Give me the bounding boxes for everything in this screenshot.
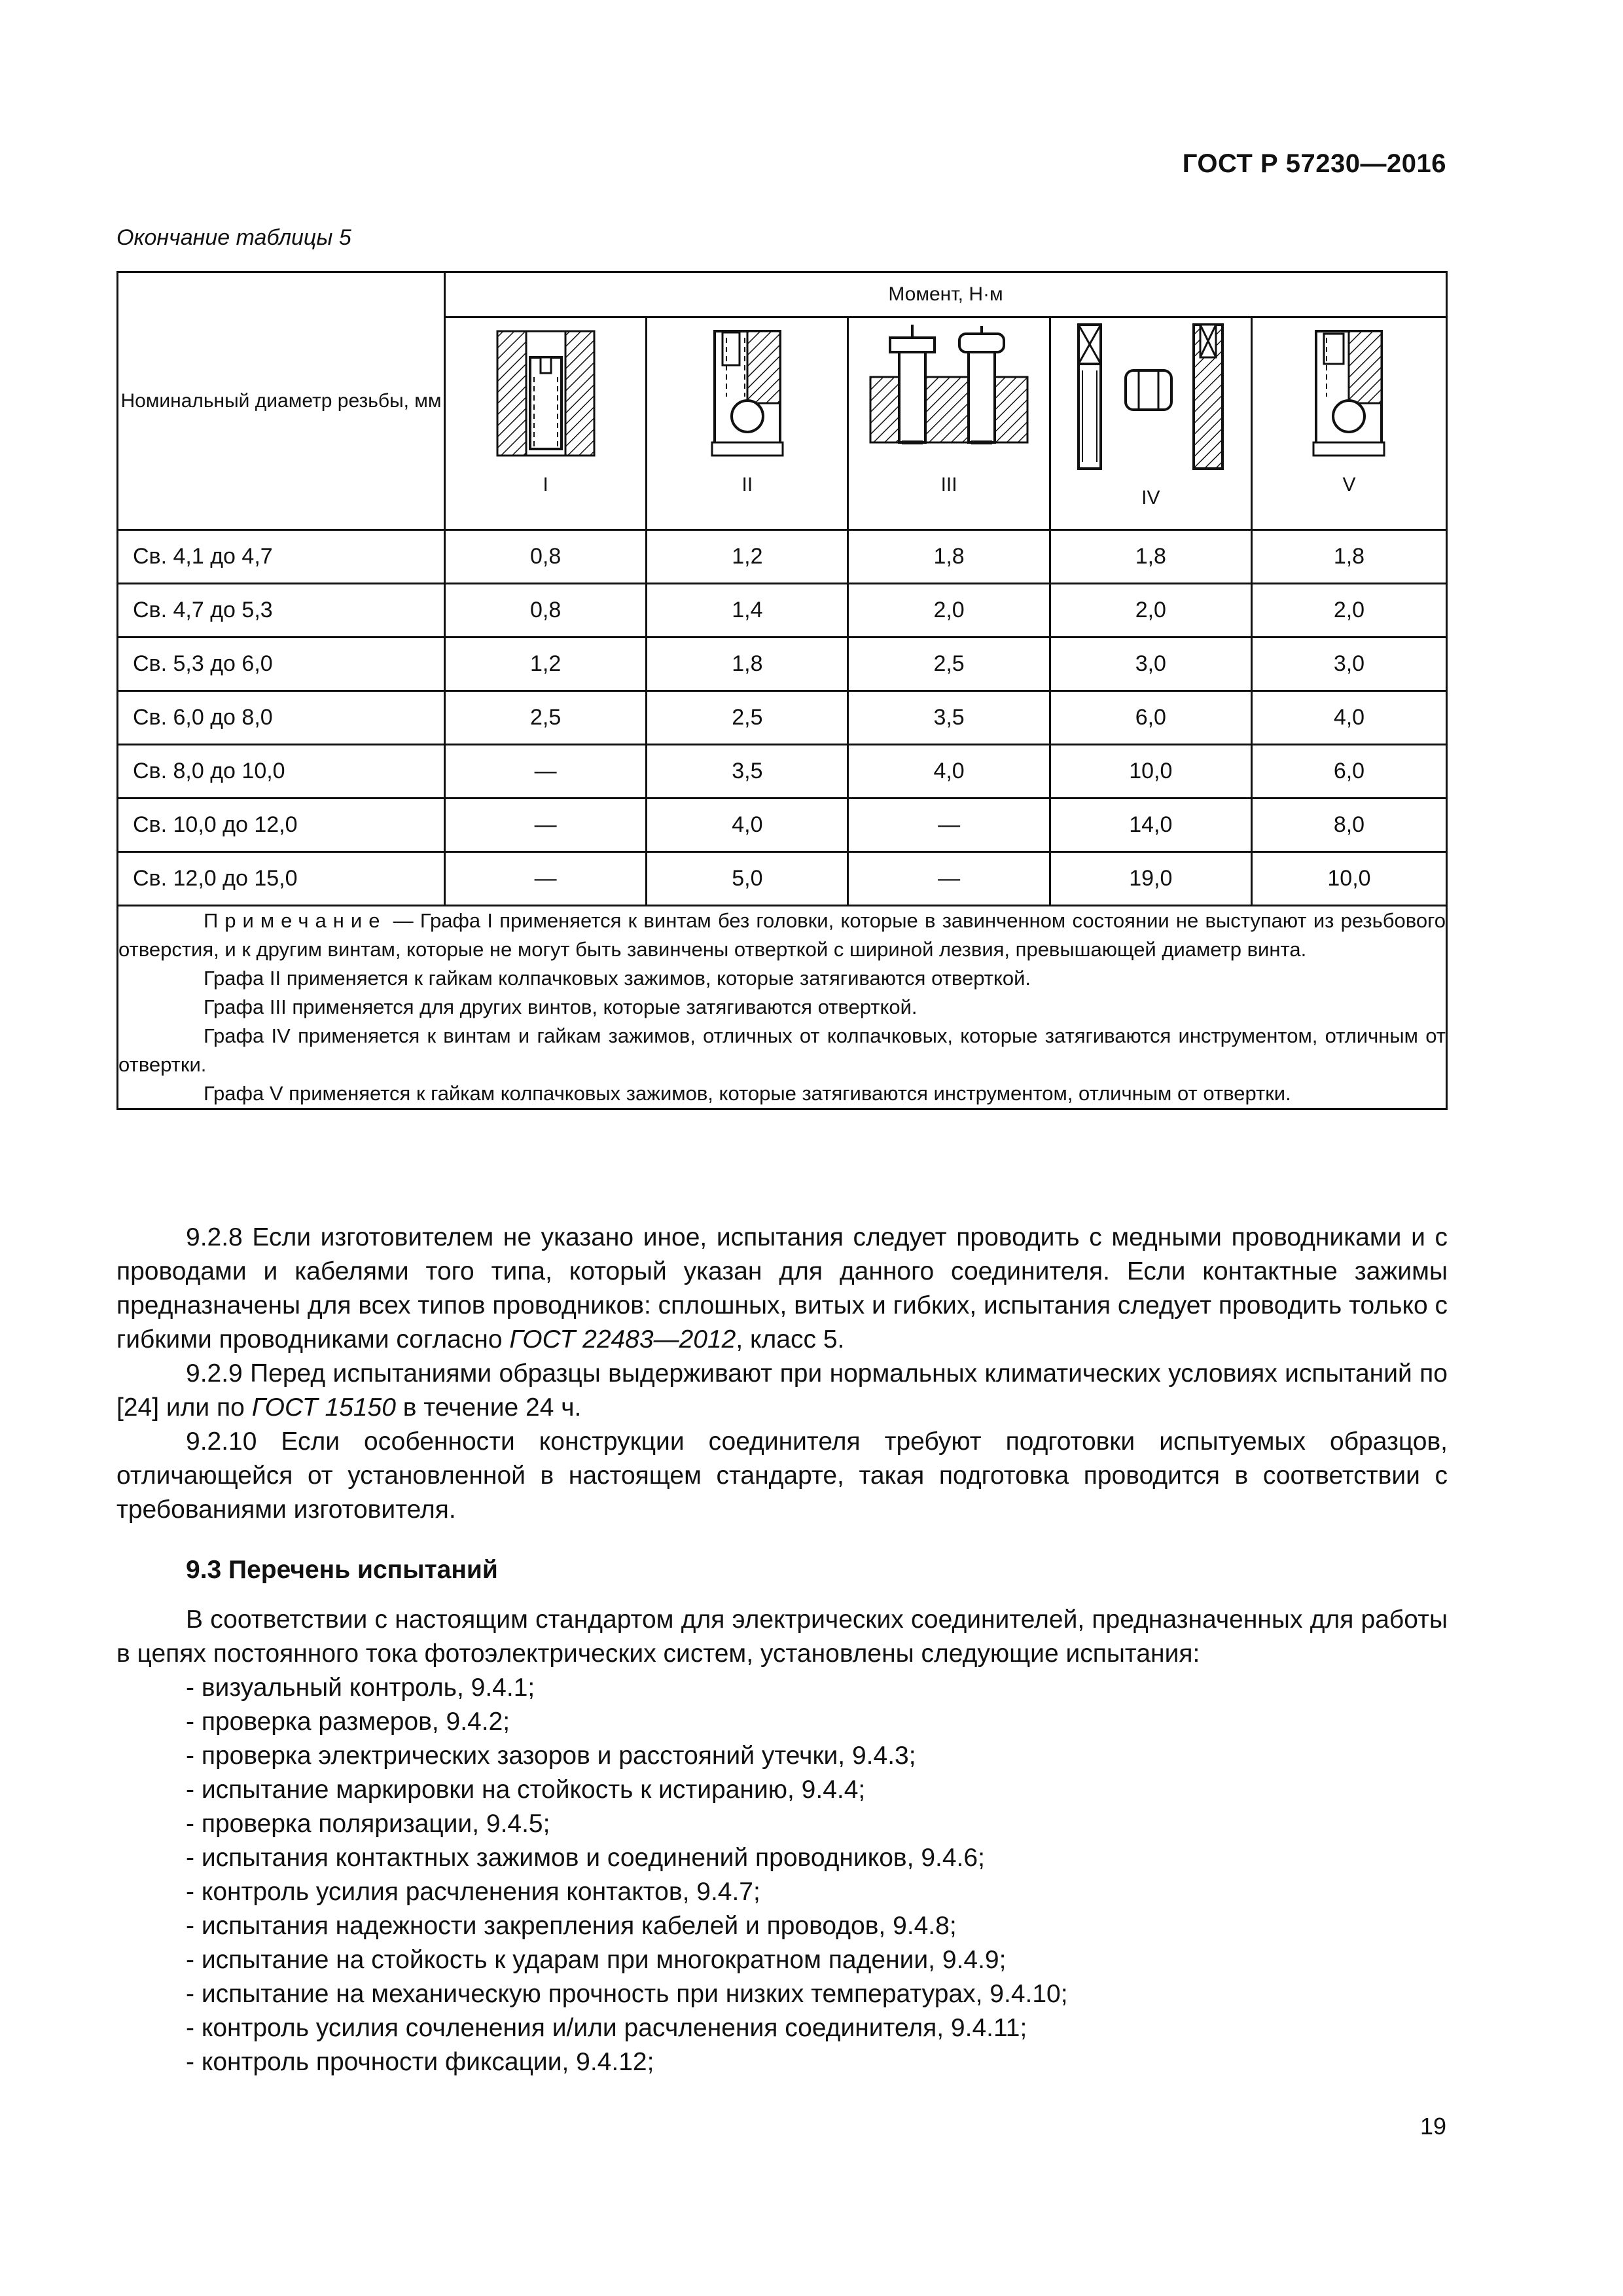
screws-in-plate-icon bbox=[864, 318, 1034, 462]
table-cell: 3,0 bbox=[1251, 637, 1446, 691]
torque-table bbox=[116, 271, 1448, 1110]
body-text bbox=[116, 1221, 1448, 2079]
table-row bbox=[118, 691, 1447, 745]
column-header-iii bbox=[848, 317, 1050, 530]
table-row bbox=[118, 530, 1447, 584]
table-cell: 14,0 bbox=[1050, 798, 1251, 852]
list-item: - проверка размеров, 9.4.2; bbox=[186, 1708, 510, 1736]
table-cell: 4,0 bbox=[647, 798, 848, 852]
table-cell: 1,8 bbox=[1251, 530, 1446, 584]
tests-list bbox=[116, 1671, 1448, 2079]
table-cell: 5,0 bbox=[647, 852, 848, 906]
section-intro: В соответствии с настоящим стандартом для электрических соединителей, предназначенных для работы в цепях постоянного тока фотоэлектрических систем, установлены следующие испытания: bbox=[116, 1605, 1448, 1668]
table-notes bbox=[118, 906, 1447, 1109]
table-cell: 1,8 bbox=[647, 637, 848, 691]
table-cell: 3,5 bbox=[848, 691, 1050, 745]
table-row bbox=[118, 852, 1447, 906]
column-roman-iii: III bbox=[940, 474, 957, 495]
table-caption: Окончание таблицы 5 bbox=[116, 225, 351, 250]
row-label: Св. 4,7 до 5,3 bbox=[118, 584, 445, 637]
note-paragraph: Графа II применяется к гайкам колпачковых зажимов, которые затягиваются отверткой. bbox=[204, 967, 1031, 990]
standard-reference: ГОСТ 15150 bbox=[251, 1393, 396, 1422]
list-item: - испытание маркировки на стойкость к истиранию, 9.4.4; bbox=[186, 1776, 866, 1804]
table-cell: 1,2 bbox=[445, 637, 647, 691]
list-item: - контроль усилия расчленения контактов, 9.4.7; bbox=[186, 1878, 760, 1906]
table-cell: 1,4 bbox=[647, 584, 848, 637]
paragraph-9-2-9 bbox=[116, 1357, 1448, 1425]
table-cell: — bbox=[848, 852, 1050, 906]
list-item: - испытания контактных зажимов и соединений проводников, 9.4.6; bbox=[186, 1844, 985, 1872]
paragraph-9-2-8 bbox=[116, 1221, 1448, 1357]
note-text: — Графа I применяется к винтам без головки, которые в завинченном состоянии не выступают из резьбового отверстия, и к другим винтам, которые не могут быть завинчены отверткой с шириной лезвия, превышающей диаметр винта. bbox=[118, 909, 1446, 961]
column-header-i bbox=[445, 317, 647, 530]
table-cell: 19,0 bbox=[1050, 852, 1251, 906]
table-cell: 2,5 bbox=[647, 691, 848, 745]
table-cell: 2,0 bbox=[1050, 584, 1251, 637]
paragraph-text: 9.2.8 Если изготовителем не указано иное, испытания следует проводить с медными проводниками и с проводами и кабелями того типа, который указан для данного соединителя. Если контактные зажимы предназначены для всех типов проводников: сплошных, витых и гибких, испытания следует проводить только с гибкими проводниками согласно bbox=[116, 1223, 1448, 1354]
table-cell: 1,8 bbox=[848, 530, 1050, 584]
table-cell: 4,0 bbox=[1251, 691, 1446, 745]
column-roman-v: V bbox=[1342, 474, 1356, 495]
table-cell: 2,5 bbox=[445, 691, 647, 745]
table-cell: — bbox=[445, 745, 647, 798]
list-item: - проверка поляризации, 9.4.5; bbox=[186, 1810, 550, 1838]
table-row bbox=[118, 745, 1447, 798]
list-item: - контроль усилия сочленения и/или расчленения соединителя, 9.4.11; bbox=[186, 2014, 1027, 2042]
list-item: - испытания надежности закрепления кабелей и проводов, 9.4.8; bbox=[186, 1912, 957, 1940]
table-cell: 0,8 bbox=[445, 584, 647, 637]
grubscrew-in-hole-icon bbox=[493, 318, 598, 462]
column-header-ii bbox=[647, 317, 848, 530]
row-label: Св. 5,3 до 6,0 bbox=[118, 637, 445, 691]
table-cell: 2,5 bbox=[848, 637, 1050, 691]
table-cell: 8,0 bbox=[1251, 798, 1446, 852]
table-cell: 10,0 bbox=[1050, 745, 1251, 798]
table-cell: 2,0 bbox=[1251, 584, 1446, 637]
column-header-v bbox=[1251, 317, 1446, 530]
page-number: 19 bbox=[1419, 2113, 1446, 2140]
list-item: - испытание на механическую прочность при низких температурах, 9.4.10; bbox=[186, 1980, 1068, 2008]
table-cell: — bbox=[445, 798, 647, 852]
column-roman-i: I bbox=[543, 474, 548, 495]
table-cell: 1,8 bbox=[1050, 530, 1251, 584]
table-cell: 0,8 bbox=[445, 530, 647, 584]
table-cell: — bbox=[445, 852, 647, 906]
table-cell: 3,0 bbox=[1050, 637, 1251, 691]
table-cell: 10,0 bbox=[1251, 852, 1446, 906]
list-item: - проверка электрических зазоров и расстояний утечки, 9.4.3; bbox=[186, 1742, 916, 1770]
table-row bbox=[118, 637, 1447, 691]
table-cell: 6,0 bbox=[1251, 745, 1446, 798]
table-cell: 2,0 bbox=[848, 584, 1050, 637]
column-header-iv bbox=[1050, 317, 1251, 530]
row-label: Св. 12,0 до 15,0 bbox=[118, 852, 445, 906]
paragraph-text: 9.2.9 Перед испытаниями образцы выдерживают при нормальных климатических условиях испытаний по [24] или по bbox=[116, 1359, 1448, 1422]
paragraph-9-2-10: 9.2.10 Если особенности конструкции соединителя требуют подготовки испытуемых образцов, отличающейся от установленной в настоящем стандарте, такая подготовка проводится в соответствии с требованиями изготовителя. bbox=[116, 1427, 1448, 1524]
table-row bbox=[118, 798, 1447, 852]
list-item: - контроль прочности фиксации, 9.4.12; bbox=[186, 2048, 654, 2076]
document-code: ГОСТ Р 57230—2016 bbox=[1182, 149, 1446, 178]
row-label: Св. 10,0 до 12,0 bbox=[118, 798, 445, 852]
note-paragraph bbox=[118, 906, 1446, 964]
table-row bbox=[118, 584, 1447, 637]
diameter-header: Номинальный диаметр резьбы, мм bbox=[118, 272, 445, 530]
row-label: Св. 4,1 до 4,7 bbox=[118, 530, 445, 584]
list-item: - визуальный контроль, 9.4.1; bbox=[186, 1674, 535, 1702]
table-cell: 4,0 bbox=[848, 745, 1050, 798]
note-paragraph: Графа III применяется для других винтов, которые затягиваются отверткой. bbox=[204, 996, 918, 1018]
standard-reference: ГОСТ 22483—2012 bbox=[509, 1325, 736, 1354]
row-label: Св. 8,0 до 10,0 bbox=[118, 745, 445, 798]
moment-header: Момент, Н·м bbox=[445, 272, 1447, 317]
table-cell: 6,0 bbox=[1050, 691, 1251, 745]
note-paragraph: Графа IV применяется к винтам и гайкам зажимов, отличных от колпачковых, которые затягиваются инструментом, отличным от отвертки. bbox=[118, 1024, 1446, 1076]
paragraph-text: , класс 5. bbox=[736, 1325, 845, 1354]
cap-nut-clamp-tool-icon bbox=[1296, 318, 1401, 462]
cap-nut-clamp-icon bbox=[695, 318, 800, 462]
row-label: Св. 6,0 до 8,0 bbox=[118, 691, 445, 745]
section-title: 9.3 Перечень испытаний bbox=[186, 1556, 498, 1584]
table-cell: — bbox=[848, 798, 1050, 852]
stud-and-nut-icon bbox=[1065, 318, 1236, 475]
column-roman-iv: IV bbox=[1141, 487, 1160, 509]
note-label: Примечание bbox=[204, 909, 387, 932]
column-roman-ii: II bbox=[741, 474, 753, 495]
paragraph-text: в течение 24 ч. bbox=[395, 1393, 582, 1422]
table-cell: 3,5 bbox=[647, 745, 848, 798]
table-cell: 1,2 bbox=[647, 530, 848, 584]
list-item: - испытание на стойкость к ударам при многократном падении, 9.4.9; bbox=[186, 1946, 1007, 1974]
note-paragraph: Графа V применяется к гайкам колпачковых зажимов, которые затягиваются инструментом, отличным от отвертки. bbox=[204, 1082, 1291, 1105]
